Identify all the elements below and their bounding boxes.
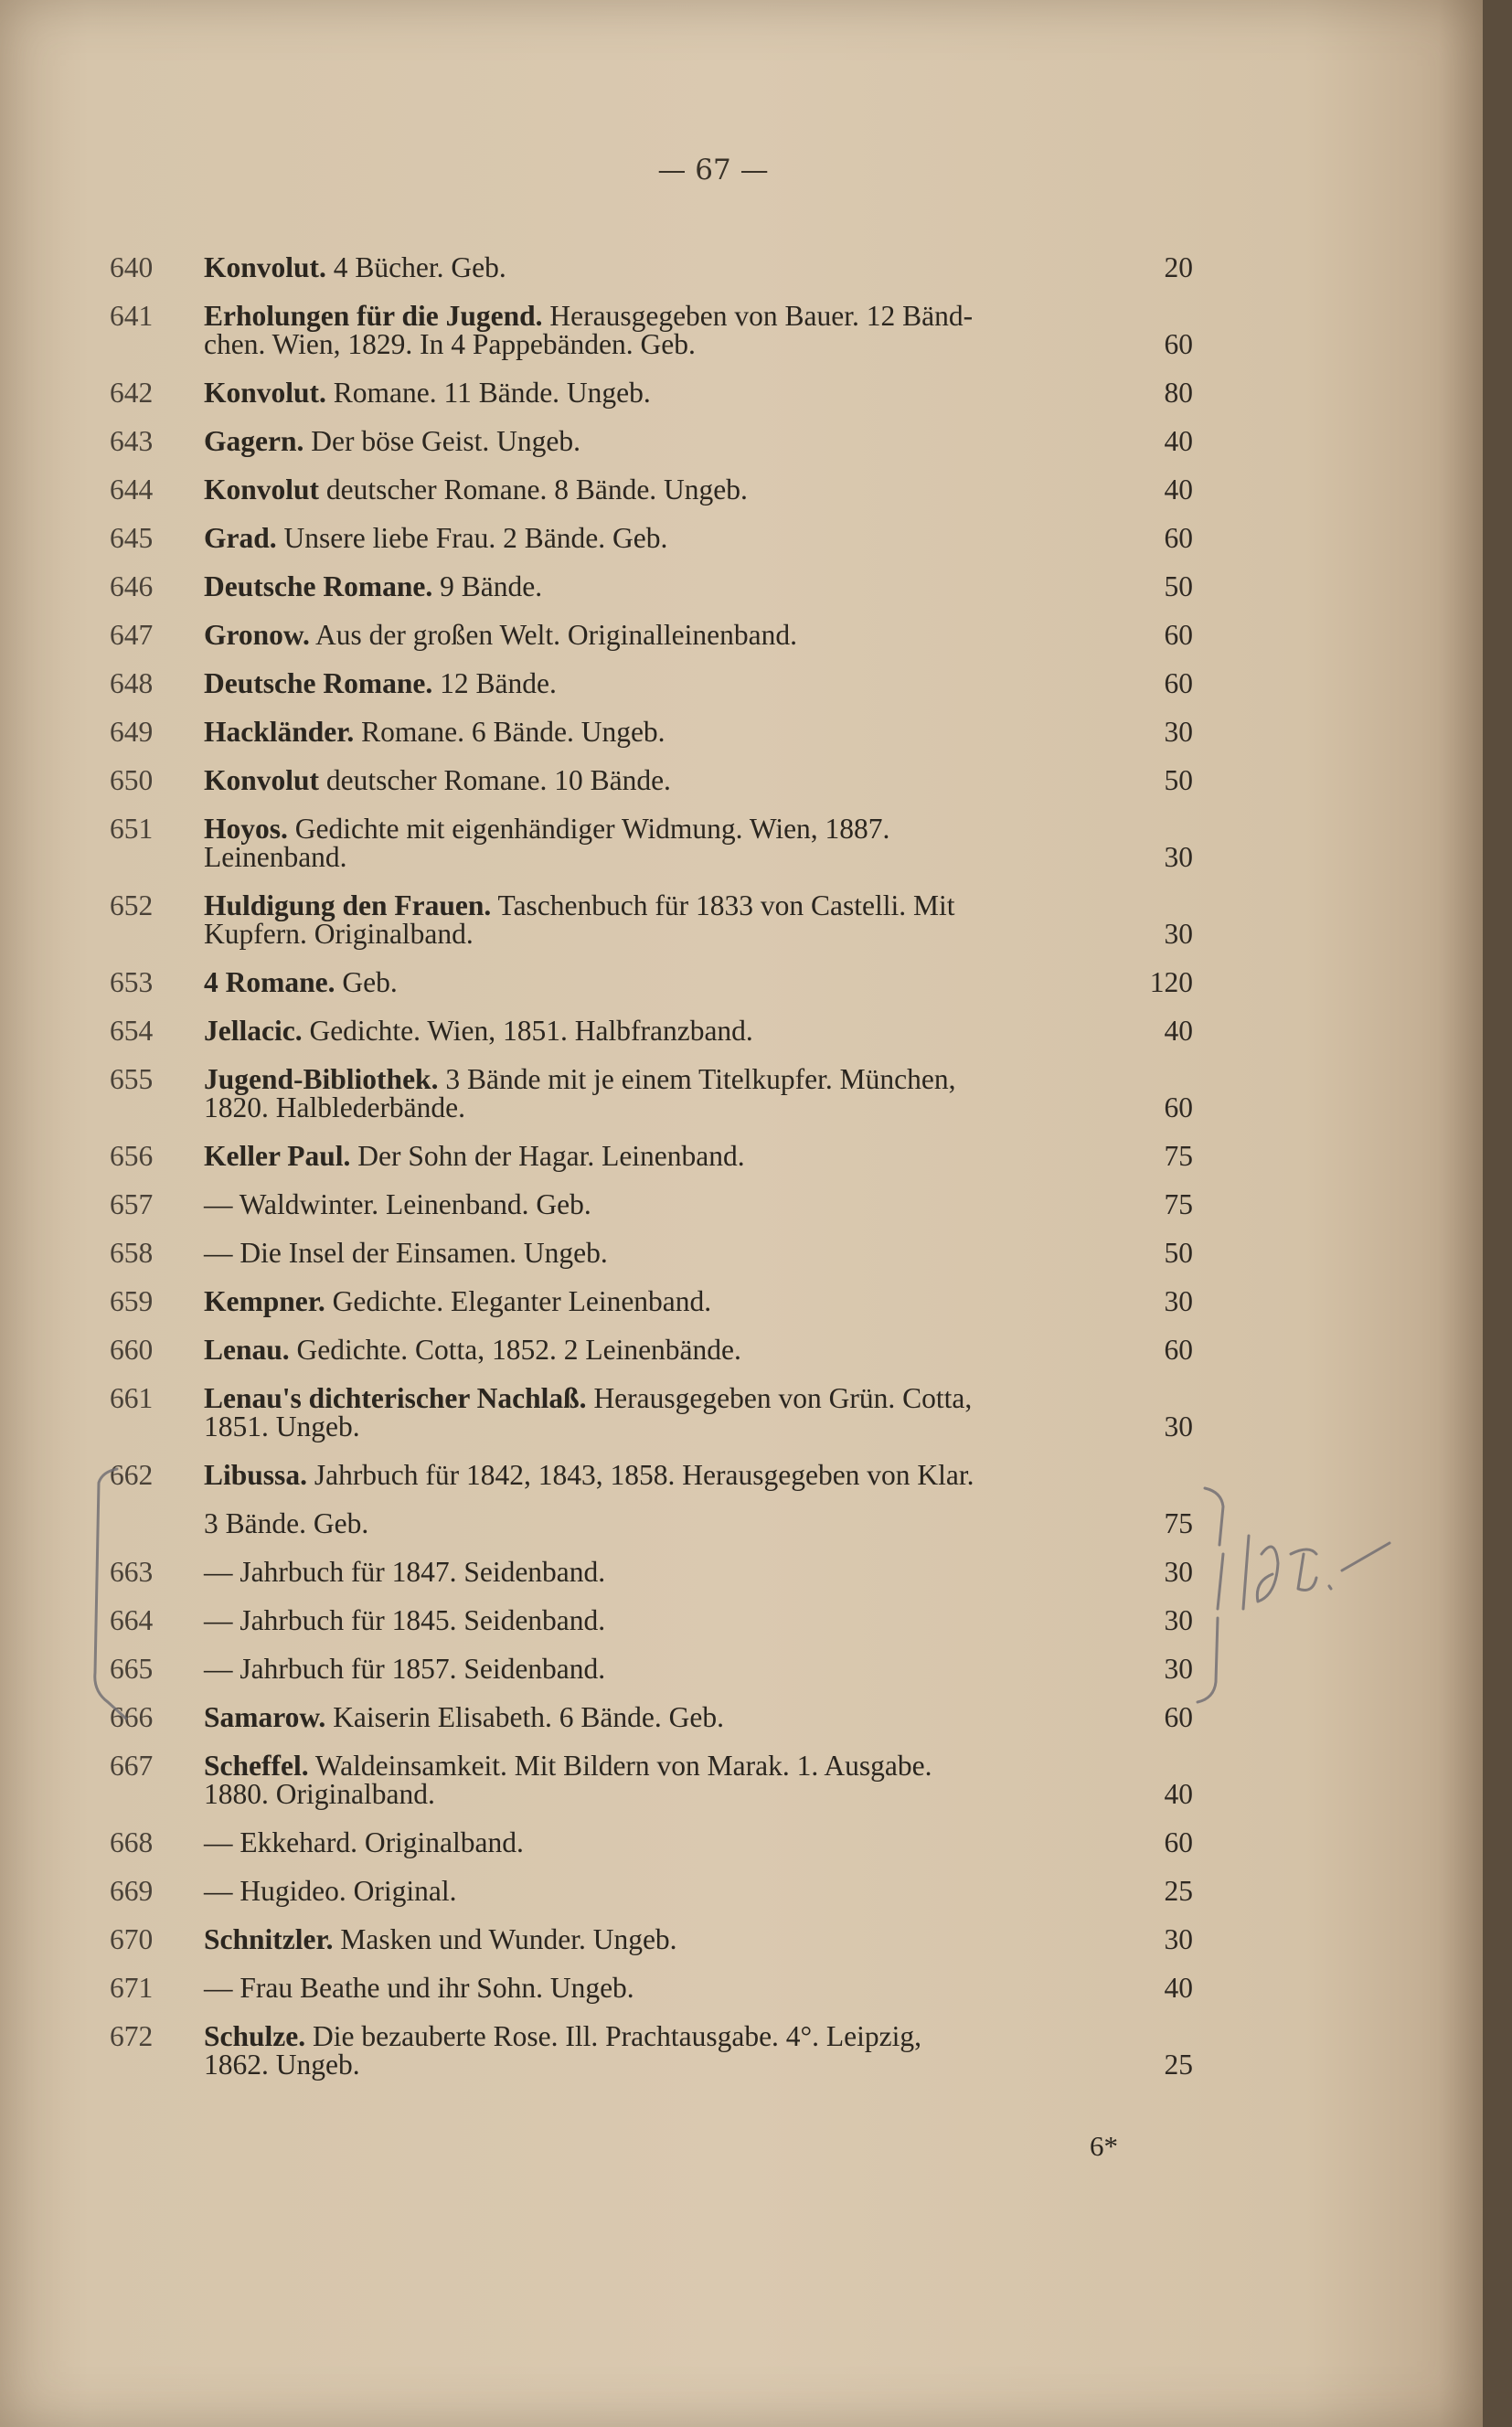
entry-title-line: [204, 1922, 677, 1956]
entry-number: 658: [110, 1237, 154, 1269]
entry-description: 12 Bände.: [432, 667, 557, 699]
catalog-entry: [110, 1603, 1193, 1637]
entry-number: 640: [110, 251, 154, 283]
catalog-entry: [110, 1749, 1193, 1811]
entry-number: 644: [110, 474, 154, 506]
entry-description: Waldeinsamkeit. Mit Bildern von Marak. 1. Ausgabe.: [308, 1750, 932, 1782]
entry-author: Deutsche Romane.: [204, 667, 433, 699]
entry-title-line: [204, 1458, 1193, 1492]
entry-description: Jahrbuch für 1842, 1843, 1858. Herausgegeben von Klar.: [306, 1459, 974, 1491]
entry-description: Der böse Geist. Ungeb.: [303, 425, 581, 457]
entry-author: Hoyos.: [204, 813, 288, 845]
entry-description: Romane. 11 Bände. Ungeb.: [325, 377, 651, 409]
entry-number: 668: [110, 1826, 154, 1858]
entry-description: — Die Insel der Einsamen. Ungeb.: [204, 1237, 608, 1269]
catalog-entry: [110, 1062, 1193, 1124]
entry-author: Kempner.: [204, 1285, 325, 1317]
entry-number: 655: [110, 1063, 154, 1095]
entry-author: Lenau's dichterischer Nachlaß.: [204, 1382, 587, 1414]
entry-continuation: 1820. Halblederbände.: [204, 1091, 466, 1123]
entry-price: 60: [1164, 1826, 1193, 1858]
entry-continuation: 1862. Ungeb.: [204, 2049, 360, 2081]
catalog-entry: [110, 376, 1193, 410]
catalog-entry: [110, 1874, 1193, 1908]
entry-number: 641: [110, 300, 154, 332]
entry-number: 643: [110, 425, 154, 457]
entry-price: 60: [1164, 1334, 1193, 1366]
entry-continuation: chen. Wien, 1829. In 4 Pappebänden. Geb.: [204, 328, 696, 360]
entry-author: Schulze.: [204, 2020, 306, 2052]
entry-price: 30: [1164, 1556, 1193, 1588]
entry-description: Gedichte mit eigenhändiger Widmung. Wien, 1887.: [287, 813, 890, 845]
entry-author: Lenau.: [204, 1334, 290, 1366]
catalog-entry: [110, 2019, 1193, 2081]
entry-price: 30: [1164, 1410, 1193, 1442]
entry-number: 652: [110, 889, 154, 921]
entry-description: Herausgegeben von Grün. Cotta,: [586, 1382, 973, 1414]
entry-title-line: [204, 1652, 605, 1686]
entry-description: Gedichte. Wien, 1851. Halbfranzband.: [302, 1015, 753, 1047]
catalog-entry: [110, 1971, 1193, 2005]
entry-number: 656: [110, 1140, 154, 1172]
entry-price: 40: [1164, 425, 1193, 457]
catalog-entry: [110, 1187, 1193, 1221]
entry-author: Libussa.: [204, 1459, 307, 1491]
entry-description: Kaiserin Elisabeth. 6 Bände. Geb.: [325, 1701, 724, 1733]
entry-description: — Jahrbuch für 1857. Seidenband.: [204, 1653, 606, 1685]
entry-number: 661: [110, 1382, 154, 1414]
entry-author: Konvolut.: [204, 377, 326, 409]
catalog-entry-list: [110, 250, 1193, 2096]
entry-number: 649: [110, 716, 154, 748]
entry-author: Huldigung den Frauen.: [204, 889, 492, 921]
entry-number: 662: [110, 1459, 154, 1491]
catalog-entry: [110, 1922, 1193, 1956]
entry-continuation: 3 Bände. Geb.: [204, 1507, 369, 1539]
entry-price: 60: [1164, 667, 1193, 699]
entry-number: 642: [110, 377, 154, 409]
entry-price: 40: [1164, 1972, 1193, 2004]
page-number: — 67 —: [657, 154, 769, 186]
catalog-entry: [110, 618, 1193, 652]
entry-description: 9 Bände.: [432, 570, 543, 602]
entry-number: 665: [110, 1653, 154, 1685]
entry-author: Konvolut.: [204, 251, 326, 283]
catalog-entry: [110, 812, 1193, 874]
catalog-entry: [110, 1652, 1193, 1686]
entry-price: 50: [1164, 570, 1193, 602]
catalog-entry: [110, 1014, 1193, 1048]
entry-number: 667: [110, 1750, 154, 1782]
entry-author: Gronow.: [204, 619, 310, 651]
entry-title-line: [204, 569, 542, 603]
entry-author: Grad.: [204, 522, 277, 554]
entry-author: Deutsche Romane.: [204, 570, 433, 602]
catalog-entry: [110, 299, 1193, 361]
entry-title-line: [204, 1139, 745, 1173]
entry-number: 650: [110, 764, 154, 796]
catalog-entry: [110, 1284, 1193, 1318]
catalog-entry: [110, 1458, 1193, 1540]
entry-title-line: [204, 473, 748, 506]
entry-title-line: [204, 1700, 724, 1734]
entry-title-line: [204, 1874, 456, 1908]
entry-title-line: [204, 1555, 605, 1589]
entry-title-line: [204, 1187, 591, 1221]
entry-number: 671: [110, 1972, 154, 2004]
entry-title-line: [204, 424, 580, 458]
entry-description: — Ekkehard. Originalband.: [204, 1826, 524, 1858]
catalog-entry: [110, 1236, 1193, 1270]
entry-continuation: Kupfern. Originalband.: [204, 918, 474, 950]
entry-title-line: [204, 715, 665, 749]
entry-price: 50: [1164, 764, 1193, 796]
entry-description: Die bezauberte Rose. Ill. Prachtausgabe. 4°. Leipzig,: [305, 2020, 921, 2052]
entry-number: 666: [110, 1701, 154, 1733]
entry-author: Hackländer.: [204, 716, 355, 748]
entry-number: 654: [110, 1015, 154, 1047]
entry-price: 20: [1164, 251, 1193, 283]
entry-author: Gagern.: [204, 425, 304, 457]
entry-description: 3 Bände mit je einem Titelkupfer. München,: [438, 1063, 956, 1095]
entry-title-line: [204, 666, 557, 700]
entry-price: 40: [1164, 1778, 1193, 1810]
entry-continuation: 1851. Ungeb.: [204, 1410, 360, 1442]
entry-title-line: [204, 1333, 741, 1367]
entry-price: 80: [1164, 377, 1193, 409]
entry-number: 651: [110, 813, 154, 845]
entry-price: 50: [1164, 1237, 1193, 1269]
entry-number: 648: [110, 667, 154, 699]
entry-title-line: [204, 521, 667, 555]
entry-description: — Jahrbuch für 1847. Seidenband.: [204, 1556, 606, 1588]
entry-title-line: [204, 1603, 605, 1637]
entry-price: 30: [1164, 1285, 1193, 1317]
entry-continuation: Leinenband.: [204, 841, 347, 873]
entry-price: 30: [1164, 716, 1193, 748]
entry-title-line: [204, 1971, 634, 2005]
entry-description: Herausgegeben von Bauer. 12 Bänd-: [542, 300, 974, 332]
entry-description: Taschenbuch für 1833 von Castelli. Mit: [491, 889, 955, 921]
entry-author: Keller Paul.: [204, 1140, 351, 1172]
entry-author: Schnitzler.: [204, 1923, 334, 1955]
entry-number: 664: [110, 1604, 154, 1636]
entry-description: Aus der großen Welt. Originalleinenband.: [309, 619, 797, 651]
catalog-entry: [110, 1555, 1193, 1589]
entry-author: 4 Romane.: [204, 966, 335, 998]
entry-price: 60: [1164, 619, 1193, 651]
entry-description: 4 Bücher. Geb.: [325, 251, 506, 283]
entry-description: Gedichte. Cotta, 1852. 2 Leinenbände.: [289, 1334, 741, 1366]
catalog-entry: [110, 250, 1193, 284]
catalog-entry: [110, 1381, 1193, 1443]
catalog-entry: [110, 666, 1193, 700]
entry-description: Unsere liebe Frau. 2 Bände. Geb.: [276, 522, 668, 554]
entry-author: Konvolut: [204, 764, 320, 796]
entry-title-line: [204, 965, 398, 999]
entry-title-line: [204, 763, 671, 797]
entry-price: 120: [1149, 966, 1193, 998]
entry-description: deutscher Romane. 8 Bände. Ungeb.: [319, 474, 748, 506]
entry-description: — Hugideo. Original.: [204, 1875, 457, 1907]
catalog-entry: [110, 715, 1193, 749]
catalog-entry: [110, 763, 1193, 797]
catalog-entry: [110, 1826, 1193, 1859]
entry-description: Geb.: [335, 966, 398, 998]
entry-description: — Jahrbuch für 1845. Seidenband.: [204, 1604, 606, 1636]
entry-title-line: [204, 1284, 711, 1318]
entry-description: Gedichte. Eleganter Leinenband.: [325, 1285, 712, 1317]
entry-number: 653: [110, 966, 154, 998]
entry-number: 669: [110, 1875, 154, 1907]
entry-number: 659: [110, 1285, 154, 1317]
catalog-entry: [110, 569, 1193, 603]
entry-author: Scheffel.: [204, 1750, 309, 1782]
entry-price: 25: [1164, 1875, 1193, 1907]
entry-author: Samarow.: [204, 1701, 326, 1733]
entry-price: 40: [1164, 1015, 1193, 1047]
entry-price: 60: [1164, 522, 1193, 554]
entry-price: 75: [1164, 1140, 1193, 1172]
catalog-entry: [110, 1700, 1193, 1734]
entry-author: Konvolut: [204, 474, 320, 506]
entry-number: 672: [110, 2020, 154, 2052]
entry-number: 670: [110, 1923, 154, 1955]
entry-description: deutscher Romane. 10 Bände.: [319, 764, 671, 796]
catalog-entry: [110, 521, 1193, 555]
entry-continuation: 1880. Originalband.: [204, 1778, 435, 1810]
signature-mark: 6*: [1090, 2130, 1118, 2162]
catalog-entry: [110, 473, 1193, 506]
catalog-entry: [110, 424, 1193, 458]
entry-author: Jellacic.: [204, 1015, 303, 1047]
entry-price: 30: [1164, 841, 1193, 873]
entry-number: 660: [110, 1334, 154, 1366]
entry-description: Masken und Wunder. Ungeb.: [333, 1923, 677, 1955]
entry-description: — Waldwinter. Leinenband. Geb.: [204, 1188, 591, 1220]
entry-price: 30: [1164, 1923, 1193, 1955]
entry-author: Jugend-Bibliothek.: [204, 1063, 439, 1095]
entry-title-line: [204, 250, 506, 284]
entry-price: 75: [1164, 1188, 1193, 1220]
entry-price: 60: [1164, 328, 1193, 360]
catalog-entry: [110, 1333, 1193, 1367]
entry-price: 60: [1164, 1091, 1193, 1123]
entry-price: 75: [1164, 1507, 1193, 1539]
entry-description: Der Sohn der Hagar. Leinenband.: [350, 1140, 745, 1172]
entry-price: 60: [1164, 1701, 1193, 1733]
entry-price: 30: [1164, 1653, 1193, 1685]
entry-title-line: [204, 618, 797, 652]
entry-number: 645: [110, 522, 154, 554]
entry-description: — Frau Beathe und ihr Sohn. Ungeb.: [204, 1972, 634, 2004]
catalog-entry: [110, 1139, 1193, 1173]
entry-title-line: [204, 376, 651, 410]
entry-author: Erholungen für die Jugend.: [204, 300, 543, 332]
entry-number: 657: [110, 1188, 154, 1220]
catalog-entry: [110, 889, 1193, 951]
entry-title-line: [204, 1826, 524, 1859]
entry-number: 646: [110, 570, 154, 602]
catalog-entry: [110, 965, 1193, 999]
entry-number: 663: [110, 1556, 154, 1588]
entry-title-line: [204, 1014, 753, 1048]
entry-price: 40: [1164, 474, 1193, 506]
entry-price: 30: [1164, 918, 1193, 950]
entry-price: 30: [1164, 1604, 1193, 1636]
entry-price: 25: [1164, 2049, 1193, 2081]
entry-description: Romane. 6 Bände. Ungeb.: [354, 716, 665, 748]
entry-number: 647: [110, 619, 154, 651]
entry-title-line: [204, 1236, 608, 1270]
